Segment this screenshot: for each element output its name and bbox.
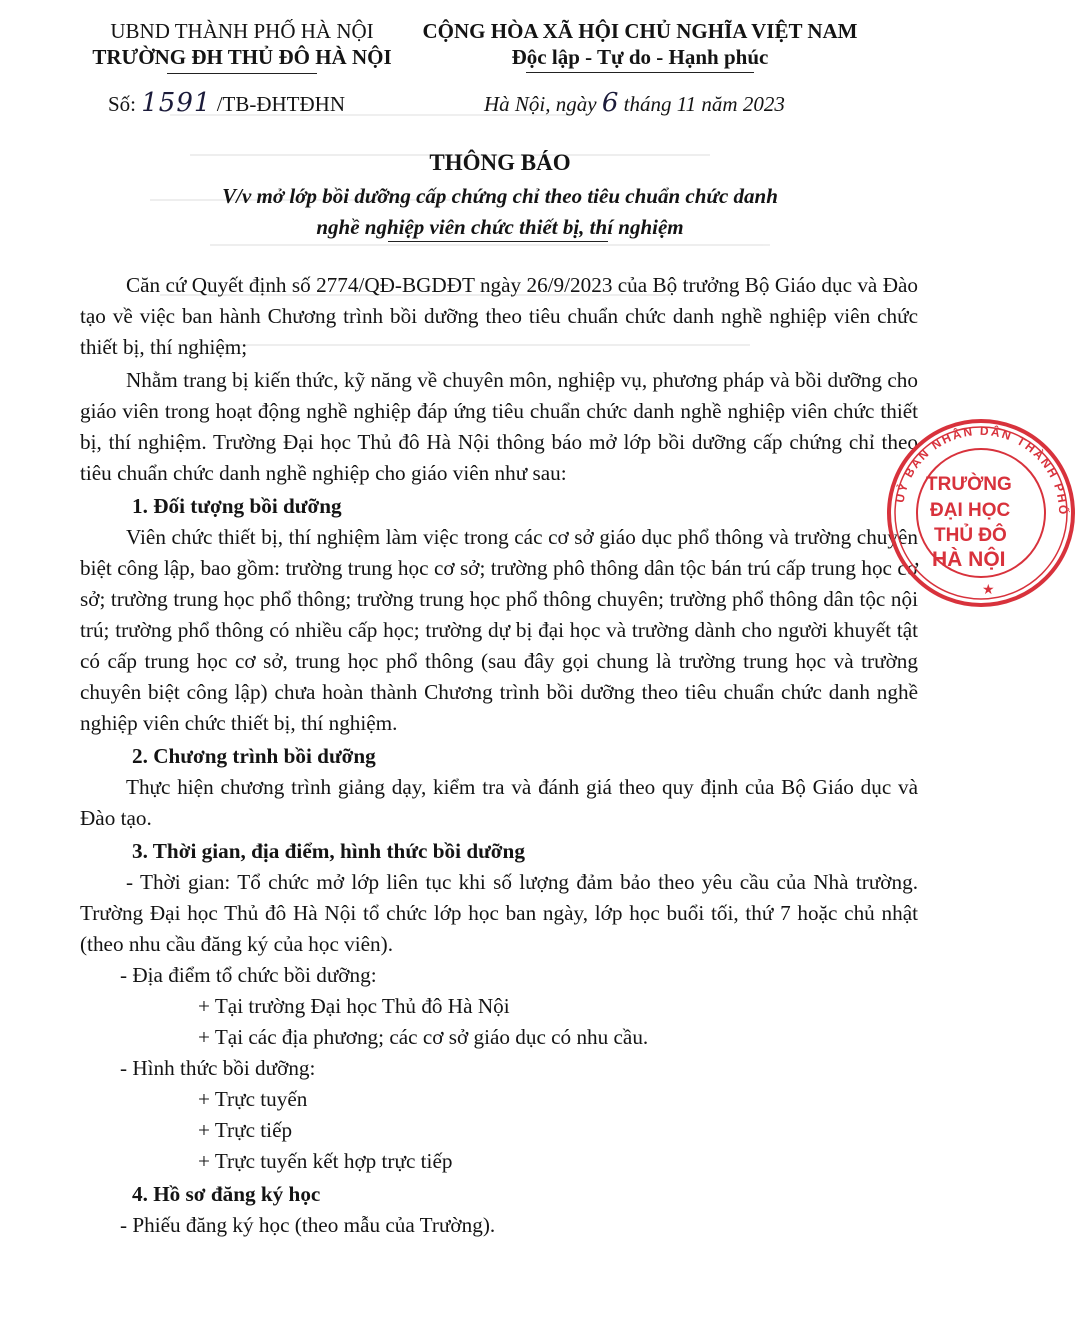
seal-line-2: ĐẠI HỌC <box>930 500 1011 521</box>
list-item-format-3: + Trực tuyến kết hợp trực tiếp <box>198 1149 453 1173</box>
seal-ring-text: UỶ BAN NHÂN DÂN THÀNH PHỐ <box>892 423 1071 517</box>
issuer-parent-org: UBND THÀNH PHỐ HÀ NỘI <box>110 19 374 43</box>
document-number-suffix: /TB-ĐHTĐHN <box>216 92 346 116</box>
document-title: THÔNG BÁO <box>429 150 571 175</box>
document-body <box>80 270 918 1241</box>
national-title: CỘNG HÒA XÃ HỘI CHỦ NGHĨA VIỆT NAM <box>422 19 858 43</box>
section-heading-1: 1. Đối tượng bồi dưỡng <box>132 494 342 518</box>
issuer-underline <box>167 73 317 74</box>
section-heading-3: 3. Thời gian, địa điểm, hình thức bồi dưỡng <box>132 839 525 863</box>
document-number <box>108 88 345 118</box>
paragraph-location-label: - Địa điểm tổ chức bồi dưỡng: <box>120 963 377 987</box>
paragraph-time: - Thời gian: Tổ chức mở lớp liên tục khi số lượng đảm bảo theo yêu cầu của Nhà trường. Trường Đại học Thủ đô Hà Nội tổ chức lớp học ban ngày, lớp học buổi tối, thứ 7 hoặc chủ nhật (theo nhu cầu đăng ký của học viên). <box>80 870 918 956</box>
national-motto-block <box>420 18 860 73</box>
section-heading-4: 4. Hồ sơ đăng ký học <box>132 1182 321 1206</box>
issuer-block <box>72 18 412 74</box>
seal-line-1: TRƯỜNG <box>926 474 1012 495</box>
national-motto: Độc lập - Tự do - Hạnh phúc <box>511 45 769 69</box>
paragraph-legal-basis: Căn cứ Quyết định số 2774/QĐ-BGDĐT ngày 26/9/2023 của Bộ trưởng Bộ Giáo dục và Đào tạo về việc ban hành Chương trình bồi dưỡng theo tiêu chuẩn chức danh nghề nghiệp viên chức thiết bị, thí nghiệm; <box>80 273 918 359</box>
issuer-org: TRƯỜNG ĐH THỦ ĐÔ HÀ NỘI <box>92 45 392 69</box>
list-item-format-2: + Trực tiếp <box>198 1118 293 1142</box>
issue-date-suffix: tháng 11 năm 2023 <box>623 92 785 116</box>
list-item-location-2: + Tại các địa phương; các cơ sở giáo dục có nhu cầu. <box>198 1025 649 1049</box>
paragraph-target-audience: Viên chức thiết bị, thí nghiệm làm việc trong các cơ sở giáo dục phổ thông và trường chuyên biệt công lập, bao gồm: trường trung học cơ sở; trường phô thông dân tộc bán trú cấp trung học cơ sở; trường trung học phổ thông; trường trung học phổ thông chuyên; trường phổ thông dân tộc nội trú; trường phổ thông có nhiều cấp học; trường dự bị đại học và trường dành cho người khuyết tật có cấp trung học cơ sở, trung học phổ thông (sau đây gọi chung là trường trung học và trường chuyên biệt công lập) chưa hoàn thành Chương trình bồi dưỡng theo tiêu chuẩn chức danh nghề nghiệp viên chức thiết bị, thí nghiệm. <box>80 525 918 735</box>
document-subject-line1: V/v mở lớp bồi dưỡng cấp chứng chỉ theo tiêu chuẩn chức danh <box>222 184 778 208</box>
official-seal <box>886 418 1076 608</box>
document-number-label: Số: <box>108 92 137 116</box>
motto-underline <box>526 72 754 73</box>
issue-date-prefix: Hà Nội, ngày <box>484 92 597 116</box>
list-item-format-1: + Trực tuyến <box>198 1087 308 1111</box>
paragraph-purpose: Nhằm trang bị kiến thức, kỹ năng về chuyên môn, nghiệp vụ, phương pháp và bồi dưỡng cho giáo viên trong hoạt động nghề nghiệp đáp ứng tiêu chuẩn chức danh nghề nghiệp viên chức thiết bị, thí nghiệm. Trường Đại học Thủ đô Hà Nội thông báo mở lớp bồi dưỡng cấp chứng chỉ theo tiêu chuẩn chức danh nghề nghiệp cho giáo viên như sau: <box>80 368 918 485</box>
paragraph-format-label: - Hình thức bồi dưỡng: <box>120 1056 316 1080</box>
seal-star-icon: ★ <box>982 583 995 598</box>
section-heading-2: 2. Chương trình bồi dưỡng <box>132 744 376 768</box>
document-subject <box>0 181 1000 243</box>
seal-line-4: HÀ NỘI <box>932 548 1006 571</box>
issue-date <box>484 88 785 118</box>
subject-underline <box>388 241 608 242</box>
paragraph-program: Thực hiện chương trình giảng dạy, kiểm tra và đánh giá theo quy định của Bộ Giáo dục và Đào tạo. <box>80 775 918 830</box>
issue-date-day-handwritten: 6 <box>601 88 619 118</box>
document-number-handwritten: 1591 <box>141 88 212 118</box>
list-item-location-1: + Tại trường Đại học Thủ đô Hà Nội <box>198 994 510 1018</box>
seal-line-3: THỦ ĐÔ <box>934 525 1007 546</box>
paragraph-registration-form: - Phiếu đăng ký học (theo mẫu của Trường). <box>120 1213 496 1237</box>
document-subject-line2: nghề nghiệp viên chức thiết bị, thí nghiệm <box>316 215 684 239</box>
